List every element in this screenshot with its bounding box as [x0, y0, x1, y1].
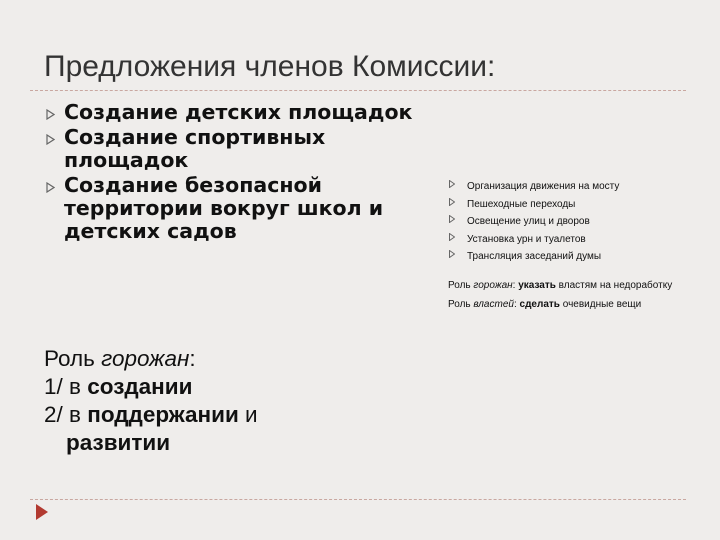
bullet-arrow-icon	[46, 182, 55, 193]
proposal-text: Организация движения на мосту	[467, 181, 620, 192]
slide-title: Предложения членов Комиссии:	[44, 50, 496, 83]
list-item	[449, 229, 699, 247]
bullet-text: Создание детских площадок	[64, 100, 413, 124]
role-line-1	[44, 373, 258, 401]
role-line-number: 2/ в	[44, 402, 88, 427]
role-emphasis: поддержании	[87, 402, 239, 427]
list-item	[449, 211, 699, 229]
bullet-arrow-icon	[449, 198, 455, 206]
proposal-text: Трансляция заседаний думы	[467, 251, 602, 262]
note-rest: властям на недоработку	[555, 280, 673, 291]
list-item	[44, 101, 424, 124]
authorities-role-note	[448, 300, 698, 310]
citizens-role-block	[44, 345, 258, 457]
note-prefix: Роль	[448, 299, 474, 310]
role-rest: и	[238, 402, 258, 427]
list-item	[44, 126, 424, 172]
proposal-text: Освещение улиц и дворов	[467, 216, 590, 227]
bullet-arrow-icon	[449, 250, 455, 258]
list-item	[449, 194, 699, 212]
note-separator: :	[512, 280, 519, 291]
note-subject: властей	[473, 299, 514, 310]
role-colon: :	[189, 346, 196, 371]
proposal-text: Установка урн и туалетов	[467, 233, 586, 245]
citizens-role-note	[448, 281, 698, 291]
role-line-3	[44, 429, 258, 457]
bullet-arrow-icon	[46, 109, 55, 120]
bullet-arrow-icon	[449, 180, 455, 188]
role-subject: горожан	[101, 346, 190, 371]
role-notes	[448, 281, 698, 319]
top-divider	[30, 90, 686, 91]
role-prefix: Роль	[44, 346, 102, 371]
role-emphasis: развитии	[66, 430, 171, 455]
role-emphasis: создании	[87, 374, 193, 399]
list-item	[449, 246, 699, 264]
bottom-divider	[30, 499, 686, 500]
list-item	[44, 174, 424, 243]
note-separator: :	[513, 299, 520, 310]
corner-triangle-icon	[36, 504, 48, 520]
bullet-text: Создание безопасной территории вокруг школ и детских садов	[64, 173, 384, 243]
role-line-2	[44, 401, 258, 429]
role-line-number: 1/ в	[44, 374, 88, 399]
note-subject: горожан	[473, 280, 513, 291]
note-prefix: Роль	[448, 280, 474, 291]
bullet-arrow-icon	[449, 215, 455, 223]
note-verb: указать	[518, 280, 556, 291]
main-bullet-list	[44, 101, 424, 245]
note-rest: очевидные вещи	[559, 299, 642, 310]
bullet-text: Создание спортивных площадок	[64, 125, 326, 172]
bullet-arrow-icon	[46, 134, 55, 145]
note-verb: сделать	[519, 299, 560, 310]
proposals-list	[449, 176, 699, 264]
bullet-arrow-icon	[449, 233, 455, 241]
proposal-text: Пешеходные переходы	[467, 198, 576, 210]
role-heading	[44, 345, 258, 373]
list-item	[449, 176, 699, 194]
